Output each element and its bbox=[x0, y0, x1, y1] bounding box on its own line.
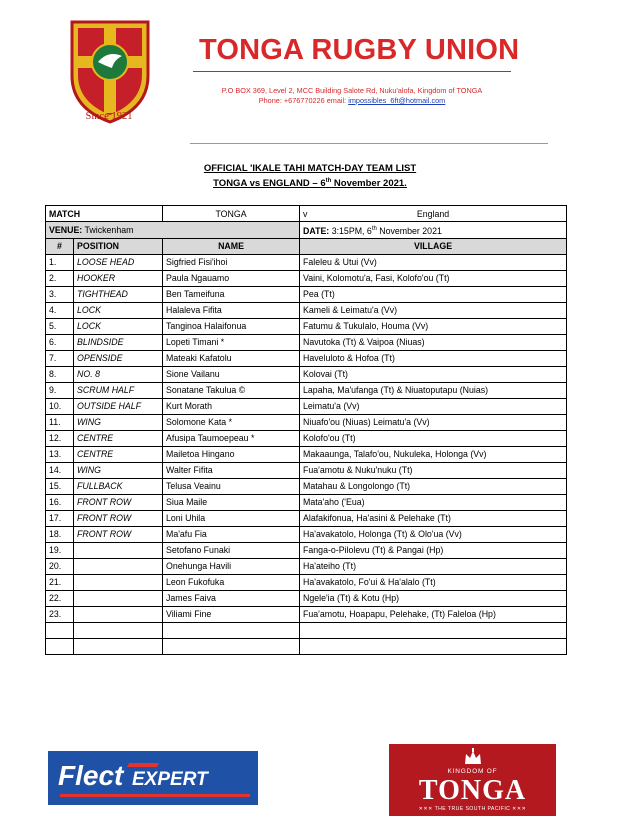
player-name: Viliami Fine bbox=[163, 606, 300, 622]
team-list-table bbox=[45, 205, 567, 655]
player-row bbox=[46, 558, 567, 574]
header-divider bbox=[190, 143, 548, 144]
title-line-2-sup: th bbox=[325, 178, 332, 184]
player-number: 16. bbox=[46, 494, 74, 510]
player-number bbox=[46, 622, 74, 638]
player-position: HOOKER bbox=[74, 270, 163, 286]
player-row bbox=[46, 366, 567, 382]
player-village: Makaaunga, Talafo'ou, Nukuleka, Holonga (Vv) bbox=[300, 446, 567, 462]
expert-word: EXPERT bbox=[132, 769, 208, 790]
player-village: Ha'avakatolo, Holonga (Tt) & Olo'ua (Vv) bbox=[300, 526, 567, 542]
title-line-2-prefix: TONGA vs ENGLAND – 6 bbox=[213, 178, 326, 190]
player-name: Ma'afu Fia bbox=[163, 526, 300, 542]
player-village: Fatumu & Tukulalo, Houma (Vv) bbox=[300, 318, 567, 334]
player-name: Walter Fifita bbox=[163, 462, 300, 478]
player-row bbox=[46, 254, 567, 270]
kingdom-of-tonga-logo bbox=[389, 744, 556, 816]
player-number: 20. bbox=[46, 558, 74, 574]
player-village: Niuafo'ou (Niuas) Leimatu'a (Vv) bbox=[300, 414, 567, 430]
player-village: Faleleu & Utui (Vv) bbox=[300, 254, 567, 270]
player-number: 15. bbox=[46, 478, 74, 494]
player-name: Kurt Morath bbox=[163, 398, 300, 414]
player-row bbox=[46, 622, 567, 638]
player-number: 17. bbox=[46, 510, 74, 526]
player-name: Leon Fukofuka bbox=[163, 574, 300, 590]
date-label: DATE: bbox=[303, 225, 330, 236]
player-row bbox=[46, 430, 567, 446]
player-name: Halaleva Fifita bbox=[163, 302, 300, 318]
player-position bbox=[74, 622, 163, 638]
away-cell bbox=[300, 206, 567, 222]
flect-underline-swoosh bbox=[60, 794, 250, 797]
player-number: 3. bbox=[46, 286, 74, 302]
player-name: Mateaki Kafatolu bbox=[163, 350, 300, 366]
player-row bbox=[46, 606, 567, 622]
player-village: Navutoka (Tt) & Vaipoa (Niuas) bbox=[300, 334, 567, 350]
kt-line-2: TONGA bbox=[418, 775, 527, 806]
player-number: 21. bbox=[46, 574, 74, 590]
player-name: Sione Vailanu bbox=[163, 366, 300, 382]
kt-tagline: ✕✕✕ THE TRUE SOUTH PACIFIC ✕✕✕ bbox=[418, 806, 527, 812]
player-row bbox=[46, 302, 567, 318]
player-position: LOCK bbox=[74, 302, 163, 318]
player-number: 6. bbox=[46, 334, 74, 350]
flect-expert-logo bbox=[48, 751, 258, 805]
player-number: 8. bbox=[46, 366, 74, 382]
player-number: 4. bbox=[46, 302, 74, 318]
player-position: CENTRE bbox=[74, 430, 163, 446]
player-position bbox=[74, 590, 163, 606]
match-row bbox=[46, 206, 567, 222]
player-row bbox=[46, 446, 567, 462]
player-position bbox=[74, 542, 163, 558]
player-position bbox=[74, 606, 163, 622]
title-divider bbox=[193, 71, 511, 72]
col-header-name: NAME bbox=[163, 238, 300, 254]
player-position: LOCK bbox=[74, 318, 163, 334]
venue-date-row bbox=[46, 222, 567, 239]
venue-value: Twickenham bbox=[84, 224, 134, 235]
player-name: Sonatane Takulua © bbox=[163, 382, 300, 398]
player-row bbox=[46, 590, 567, 606]
contact-block bbox=[202, 86, 502, 106]
player-village: Leimatu'a (Vv) bbox=[300, 398, 567, 414]
player-number: 1. bbox=[46, 254, 74, 270]
player-position: OUTSIDE HALF bbox=[74, 398, 163, 414]
player-number: 2. bbox=[46, 270, 74, 286]
player-village bbox=[300, 622, 567, 638]
player-name: Siua Maile bbox=[163, 494, 300, 510]
player-row bbox=[46, 510, 567, 526]
player-number: 19. bbox=[46, 542, 74, 558]
player-row bbox=[46, 638, 567, 654]
date-sup: th bbox=[371, 226, 377, 232]
player-position bbox=[74, 574, 163, 590]
org-title: TONGA RUGBY UNION bbox=[199, 34, 520, 66]
phone-label: Phone: +676770226 email: bbox=[258, 96, 347, 105]
kt-line-1: KINGDOM OF bbox=[447, 768, 498, 775]
player-village: Ha'avakatolo, Fo'ui & Ha'alalo (Tt) bbox=[300, 574, 567, 590]
player-village: Fanga-o-Pilolevu (Tt) & Pangai (Hp) bbox=[300, 542, 567, 558]
player-row bbox=[46, 382, 567, 398]
phone-email-line bbox=[202, 96, 502, 106]
player-number: 10. bbox=[46, 398, 74, 414]
player-row bbox=[46, 574, 567, 590]
home-team: TONGA bbox=[163, 206, 300, 222]
player-position bbox=[74, 638, 163, 654]
player-name: Afusipa Taumoepeau * bbox=[163, 430, 300, 446]
title-line-1: OFFICIAL 'IKALE TAHI MATCH-DAY TEAM LIST bbox=[203, 163, 417, 174]
col-header-position: POSITION bbox=[74, 238, 163, 254]
player-name bbox=[163, 638, 300, 654]
player-row bbox=[46, 478, 567, 494]
player-village: Matahau & Longolongo (Tt) bbox=[300, 478, 567, 494]
player-number: 23. bbox=[46, 606, 74, 622]
crown-icon bbox=[463, 748, 483, 766]
player-name: Loni Uhila bbox=[163, 510, 300, 526]
player-position: FRONT ROW bbox=[74, 526, 163, 542]
player-row bbox=[46, 526, 567, 542]
player-position: TIGHTHEAD bbox=[74, 286, 163, 302]
player-name: Tanginoa Halaifonua bbox=[163, 318, 300, 334]
flect-accent-mark bbox=[127, 763, 159, 767]
player-name: Sigfried Fisi'ihoi bbox=[163, 254, 300, 270]
player-number: 7. bbox=[46, 350, 74, 366]
player-village: Ha'ateiho (Tt) bbox=[300, 558, 567, 574]
player-village: Ngele'ia (Tt) & Kotu (Hp) bbox=[300, 590, 567, 606]
since-label: Since 1921 bbox=[85, 111, 133, 122]
column-header-row bbox=[46, 238, 567, 254]
player-row bbox=[46, 286, 567, 302]
player-row bbox=[46, 398, 567, 414]
player-village: Alafakifonua, Ha'asini & Pelehake (Tt) bbox=[300, 510, 567, 526]
player-position: FULLBACK bbox=[74, 478, 163, 494]
player-number: 5. bbox=[46, 318, 74, 334]
player-number: 13. bbox=[46, 446, 74, 462]
player-position: OPENSIDE bbox=[74, 350, 163, 366]
title-line-2-suffix: November 2021. bbox=[331, 178, 407, 190]
col-header-village: VILLAGE bbox=[300, 238, 567, 254]
player-number bbox=[46, 638, 74, 654]
player-number: 9. bbox=[46, 382, 74, 398]
player-name: Onehunga Havili bbox=[163, 558, 300, 574]
player-row bbox=[46, 350, 567, 366]
player-position bbox=[74, 558, 163, 574]
player-number: 12. bbox=[46, 430, 74, 446]
player-village: Pea (Tt) bbox=[300, 286, 567, 302]
player-position: LOOSE HEAD bbox=[74, 254, 163, 270]
venue-label: VENUE: bbox=[49, 224, 83, 235]
player-position: BLINDSIDE bbox=[74, 334, 163, 350]
player-row bbox=[46, 334, 567, 350]
player-row bbox=[46, 270, 567, 286]
player-position: FRONT ROW bbox=[74, 510, 163, 526]
player-name: Mailetoa Hingano bbox=[163, 446, 300, 462]
title-line-2 bbox=[213, 178, 407, 189]
player-name: Ben Tameifuna bbox=[163, 286, 300, 302]
player-position: WING bbox=[74, 462, 163, 478]
player-number: 22. bbox=[46, 590, 74, 606]
player-village: Lapaha, Ma'ufanga (Tt) & Niuatoputapu (Nuias) bbox=[300, 382, 567, 398]
player-village: Kolovai (Tt) bbox=[300, 366, 567, 382]
player-position: WING bbox=[74, 414, 163, 430]
player-position: CENTRE bbox=[74, 446, 163, 462]
player-row bbox=[46, 414, 567, 430]
tonga-rugby-crest-logo bbox=[68, 18, 152, 124]
vs-label: v bbox=[303, 208, 308, 219]
match-label: MATCH bbox=[46, 206, 163, 222]
player-name: Telusa Veainu bbox=[163, 478, 300, 494]
player-name: Setofano Funaki bbox=[163, 542, 300, 558]
player-number: 18. bbox=[46, 526, 74, 542]
venue-cell bbox=[46, 222, 300, 239]
address-line: P.O BOX 369, Level 2, MCC Building Salote Rd, Nuku'alofa, Kingdom of TONGA bbox=[221, 86, 483, 95]
player-village: Kolofo'ou (Tt) bbox=[300, 430, 567, 446]
player-name: Paula Ngauamo bbox=[163, 270, 300, 286]
player-village: Fua'amotu & Nuku'nuku (Tt) bbox=[300, 462, 567, 478]
col-header-num: # bbox=[46, 238, 74, 254]
date-prefix: 3:15PM, 6 bbox=[331, 225, 372, 236]
player-village: Fua'amotu, Hoapapu, Pelehake, (Tt) Faleloa (Hp) bbox=[300, 606, 567, 622]
document-title bbox=[140, 163, 480, 190]
player-name: James Faiva bbox=[163, 590, 300, 606]
away-team: England bbox=[416, 208, 450, 219]
player-number: 14. bbox=[46, 462, 74, 478]
email-link[interactable]: impossibles_6ft@hotmail.com bbox=[348, 96, 446, 105]
player-row bbox=[46, 494, 567, 510]
player-name: Solomone Kata * bbox=[163, 414, 300, 430]
flect-word: Flect bbox=[58, 760, 124, 791]
player-name: Lopeti Timani * bbox=[163, 334, 300, 350]
player-village: Vaini, Kolomotu'a, Fasi, Kolofo'ou (Tt) bbox=[300, 270, 567, 286]
player-row bbox=[46, 542, 567, 558]
player-number: 11. bbox=[46, 414, 74, 430]
player-village: Haveluloto & Hofoa (Tt) bbox=[300, 350, 567, 366]
date-suffix: November 2021 bbox=[376, 225, 442, 236]
player-row bbox=[46, 462, 567, 478]
player-village bbox=[300, 638, 567, 654]
player-name bbox=[163, 622, 300, 638]
player-position: SCRUM HALF bbox=[74, 382, 163, 398]
player-village: Kameli & Leimatu'a (Vv) bbox=[300, 302, 567, 318]
player-position: FRONT ROW bbox=[74, 494, 163, 510]
player-row bbox=[46, 318, 567, 334]
player-position: NO. 8 bbox=[74, 366, 163, 382]
date-cell bbox=[300, 222, 567, 239]
player-village: Mata'aho ('Eua) bbox=[300, 494, 567, 510]
